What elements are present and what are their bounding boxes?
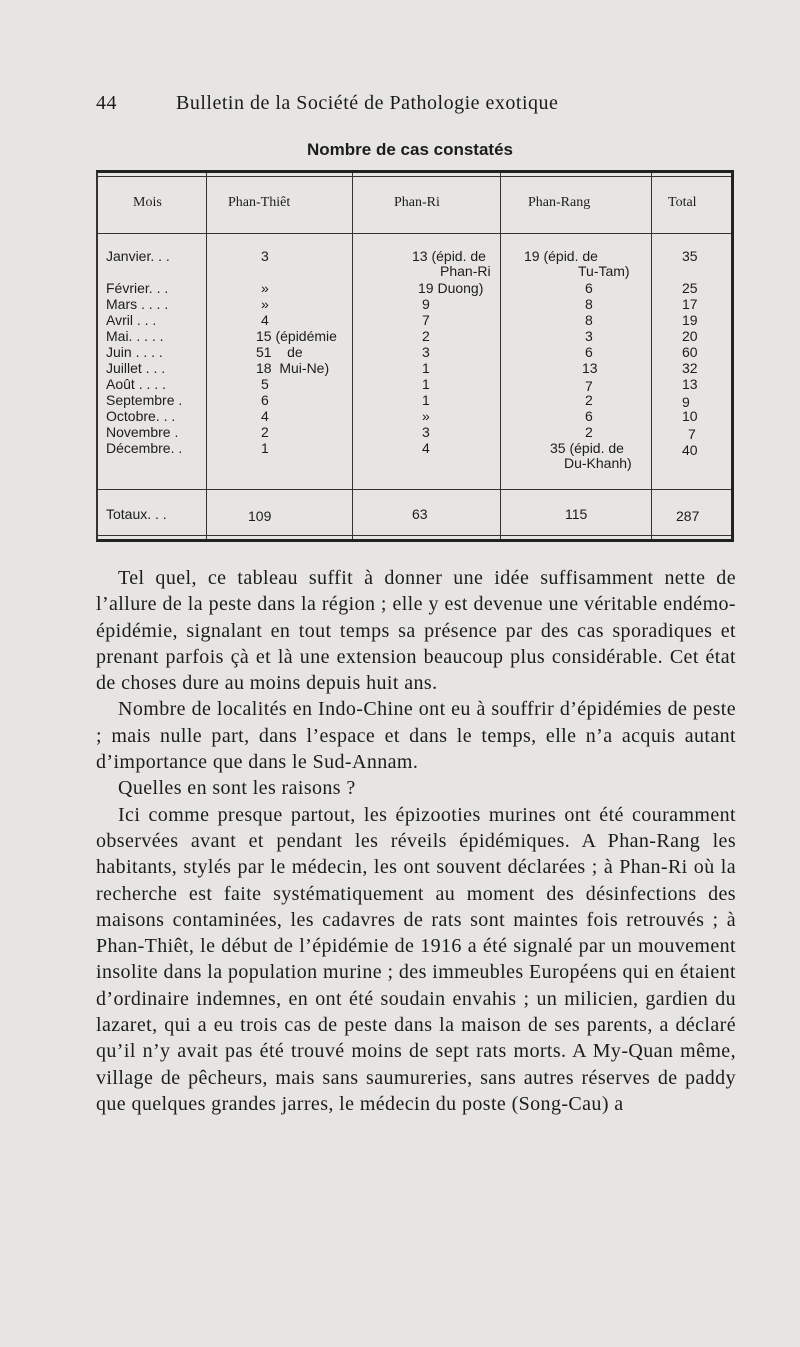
cell-phan-thiet: 1 xyxy=(261,440,269,456)
col-header-total: Total xyxy=(668,195,697,210)
running-header xyxy=(96,92,716,122)
page-number: 44 xyxy=(96,92,117,114)
cell-phan-ri: 1 xyxy=(422,360,430,376)
cell-phan-thiet: 5 xyxy=(261,376,269,392)
cell-phan-ri: 2 xyxy=(422,328,430,344)
cell-mois: Juin . . . . xyxy=(106,344,163,360)
cell-phan-ri: 9 xyxy=(422,296,430,312)
cell-total: 13 xyxy=(682,376,698,392)
paragraph: Tel quel, ce tableau suffit à donner une idée suffisamment nette de l’allure de la peste dans la région ; elle y est devenue une véritable endémo-épidémie, signalant en tout temps sa présence par des cas sporadiques et prenant parfois çà et là une extension beaucoup plus considérable. Cet état de choses dure au moins depuis huit ans. xyxy=(96,567,736,695)
cell-total: 10 xyxy=(682,408,698,424)
cell-mois: Mai. . . . . xyxy=(106,328,164,344)
cell-phan-ri: 3 xyxy=(422,424,430,440)
cell-phan-ri: 4 xyxy=(422,440,430,456)
cell-total: 7 xyxy=(688,426,696,442)
paragraph: Nombre de localités en Indo-Chine ont eu à souffrir d’épidémies de peste ; mais nulle part, dans l’espace et dans le temps, elle n’a acquis autant d’importance que dans le Sud-Annam. xyxy=(96,698,736,774)
cell-phan-thiet: 6 xyxy=(261,392,269,408)
cell-phan-rang: 6 xyxy=(585,280,593,296)
cell-phan-ri: 19 Duong) xyxy=(418,280,484,296)
cell-phan-rang: 2 xyxy=(585,392,593,408)
paragraph: Ici comme presque partout, les épizooties murines ont été couramment observées avant et pendant les réveils épidémiques. A Phan-Rang les habitants, stylés par le médecin, les ont souvent déclarées ; à Phan-Ri où la recherche est faite systématiquement au moment des désinfections des maisons contaminées, les cadavres de rats sont maintes fois retrouvés ; à Phan-Thiêt, le début de l’épidémie de 1916 a été signalé par un mouvement insolite dans la population murine ; des immeubles Européens qui en étaient d’ordinaire indemnes, en ont été soudain envahis ; un milicien, gardien du lazaret, qui a eu trois cas de peste dans la maison de ses parents, a déclaré qu’il n’y avait pas été trouvé moins de sept rats morts. A My-Quan même, village de pêcheurs, mais sans saumureries, sans autres réserves de paddy que quelques grandes jarres, le médecin du poste (Song-Cau) a xyxy=(96,803,736,1115)
cell-mois: Mars . . . . xyxy=(106,296,169,312)
table-caption: Nombre de cas constatés xyxy=(307,140,513,159)
cell-mois: Septembre . xyxy=(106,392,183,408)
cell-phan-rang-note: Du-Khanh) xyxy=(564,455,632,471)
cell-phan-rang: 13 xyxy=(582,360,598,376)
paragraph: Quelles en sont les raisons ? xyxy=(118,777,356,800)
cell-mois: Avril . . . xyxy=(106,312,157,328)
cell-phan-rang: 8 xyxy=(585,312,593,328)
cell-total: 32 xyxy=(682,360,698,376)
cell-total: 60 xyxy=(682,344,698,360)
cell-phan-thiet: 4 xyxy=(261,408,269,424)
cell-total: 35 xyxy=(682,248,698,264)
cell-phan-ri: » xyxy=(422,408,430,424)
cell-mois: Novembre . xyxy=(106,424,179,440)
cell-phan-ri: 13 (épid. de xyxy=(412,248,486,264)
cell-total: 20 xyxy=(682,328,698,344)
grand-total: 287 xyxy=(676,508,700,524)
total-phan-ri: 63 xyxy=(412,506,428,522)
cell-phan-thiet: 51 de xyxy=(256,344,303,360)
cell-phan-thiet: » xyxy=(261,280,269,296)
col-sep-3 xyxy=(500,173,501,539)
total-phan-thiet: 109 xyxy=(248,508,272,524)
header-rule xyxy=(98,233,731,234)
cell-total: 17 xyxy=(682,296,698,312)
cell-mois: Juillet . . . xyxy=(106,360,166,376)
cell-phan-rang: 6 xyxy=(585,344,593,360)
body-text xyxy=(96,565,736,1117)
cell-phan-rang: 7 xyxy=(585,378,593,394)
cases-table xyxy=(96,170,734,542)
cell-phan-ri: 1 xyxy=(422,376,430,392)
cell-mois: Octobre. . . xyxy=(106,408,176,424)
col-sep-2 xyxy=(352,173,353,539)
cell-mois: Février. . . xyxy=(106,280,169,296)
journal-title: Bulletin de la Société de Pathologie exotique xyxy=(176,92,559,114)
col-header-phan-thiet: Phan-Thiêt xyxy=(228,195,291,210)
totals-label: Totaux. . . xyxy=(106,506,167,522)
col-header-phan-rang: Phan-Rang xyxy=(528,195,591,210)
col-header-mois: Mois xyxy=(133,195,162,210)
cell-phan-thiet: 2 xyxy=(261,424,269,440)
cell-phan-thiet: » xyxy=(261,296,269,312)
cell-phan-ri-note: Phan-Ri xyxy=(440,263,491,279)
table-bottom-double-rule xyxy=(98,535,731,536)
cell-mois: Janvier. . . xyxy=(106,248,170,264)
cell-phan-rang: 35 (épid. de xyxy=(550,440,624,456)
cell-phan-thiet: 4 xyxy=(261,312,269,328)
cell-total: 9 xyxy=(682,394,690,410)
total-phan-rang: 115 xyxy=(565,506,588,522)
cell-phan-thiet: 3 xyxy=(261,248,269,264)
cell-phan-rang: 3 xyxy=(585,328,593,344)
cell-phan-rang: 19 (épid. de xyxy=(524,248,598,264)
cell-phan-ri: 7 xyxy=(422,312,430,328)
cell-total: 40 xyxy=(682,442,698,458)
cell-phan-thiet: 18 Mui-Ne) xyxy=(256,360,330,376)
col-sep-1 xyxy=(206,173,207,539)
cell-mois: Août . . . . xyxy=(106,376,166,392)
cell-phan-thiet: 15 (épidémie xyxy=(256,328,337,344)
cell-phan-rang: 6 xyxy=(585,408,593,424)
cell-phan-rang-note: Tu-Tam) xyxy=(578,263,630,279)
cell-phan-ri: 3 xyxy=(422,344,430,360)
cell-phan-ri: 1 xyxy=(422,392,430,408)
cell-total: 25 xyxy=(682,280,698,296)
cell-total: 19 xyxy=(682,312,698,328)
col-header-phan-ri: Phan-Ri xyxy=(394,195,440,210)
col-sep-4 xyxy=(651,173,652,539)
table-top-double-rule xyxy=(98,176,731,177)
cell-mois: Décembre. . xyxy=(106,440,183,456)
totals-rule xyxy=(98,489,731,490)
cell-phan-rang: 2 xyxy=(585,424,593,440)
cell-phan-rang: 8 xyxy=(585,296,593,312)
